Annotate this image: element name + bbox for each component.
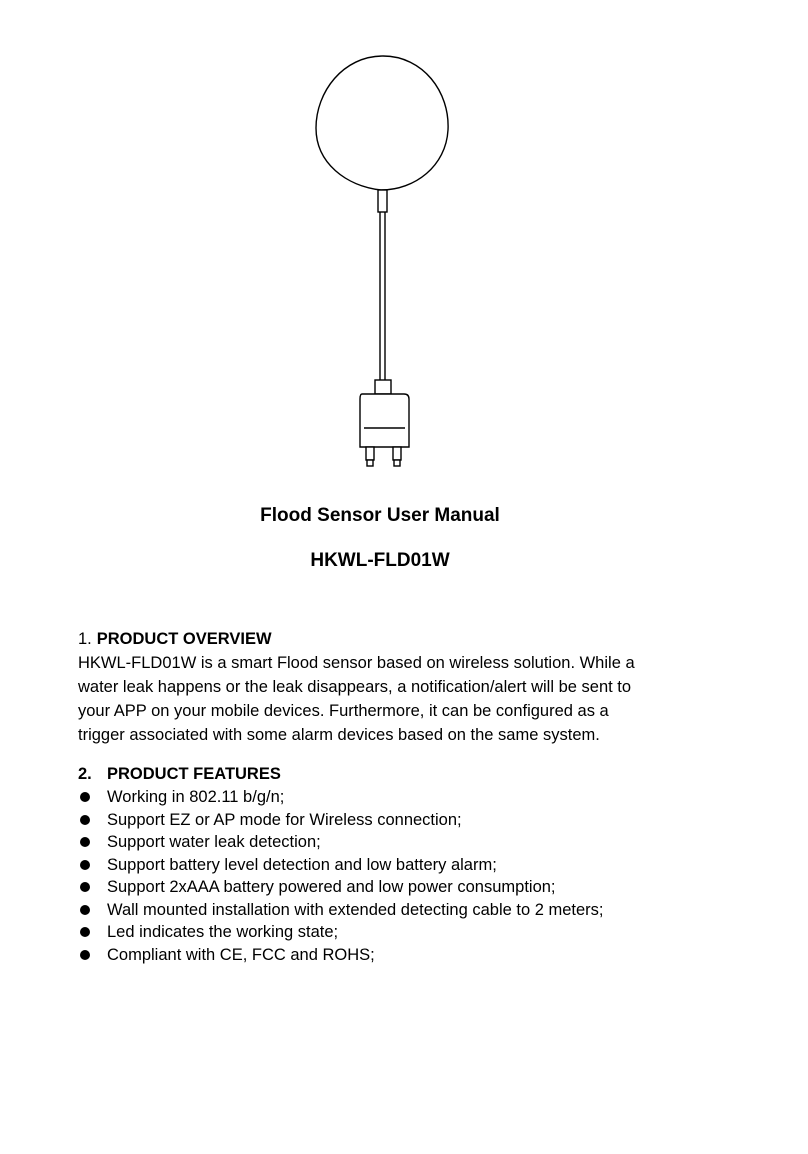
product-features-section xyxy=(78,762,718,966)
list-item: Wall mounted installation with extended detecting cable to 2 meters; xyxy=(78,899,718,922)
list-item: Support EZ or AP mode for Wireless connection; xyxy=(78,809,718,832)
list-item: Support water leak detection; xyxy=(78,831,718,854)
section-number: 1. xyxy=(78,630,92,648)
bullet-icon xyxy=(80,815,90,825)
section-number: 2. xyxy=(78,765,92,783)
paragraph-line: water leak happens or the leak disappears, a notification/alert will be sent to xyxy=(78,678,632,696)
bullet-icon xyxy=(80,837,90,847)
bullet-icon xyxy=(80,927,90,937)
list-item: Working in 802.11 b/g/n; xyxy=(78,786,718,809)
model-number: HKWL-FLD01W xyxy=(310,550,450,571)
paragraph-line: trigger associated with some alarm devices based on the same system. xyxy=(78,726,600,744)
product-overview-section xyxy=(78,627,718,747)
document-title: Flood Sensor User Manual xyxy=(260,505,500,526)
flood-sensor-device-icon xyxy=(0,0,808,480)
section-heading xyxy=(78,762,718,786)
bullet-icon xyxy=(80,882,90,892)
bullet-icon xyxy=(80,860,90,870)
features-list xyxy=(78,786,718,966)
section-title: PRODUCT OVERVIEW xyxy=(96,630,272,648)
list-item: Support 2xAAA battery powered and low power consumption; xyxy=(78,876,718,899)
section-heading xyxy=(78,627,718,651)
overview-paragraph xyxy=(78,651,718,747)
bullet-icon xyxy=(80,905,90,915)
bullet-icon xyxy=(80,792,90,802)
list-item: Led indicates the working state; xyxy=(78,921,718,944)
section-title: PRODUCT FEATURES xyxy=(107,765,281,783)
bullet-icon xyxy=(80,950,90,960)
list-item: Support battery level detection and low battery alarm; xyxy=(78,854,718,877)
paragraph-line: HKWL-FLD01W is a smart Flood sensor based on wireless solution. While a xyxy=(78,654,635,672)
paragraph-line: your APP on your mobile devices. Furthermore, it can be configured as a xyxy=(78,702,609,720)
list-item: Compliant with CE, FCC and ROHS; xyxy=(78,944,718,967)
